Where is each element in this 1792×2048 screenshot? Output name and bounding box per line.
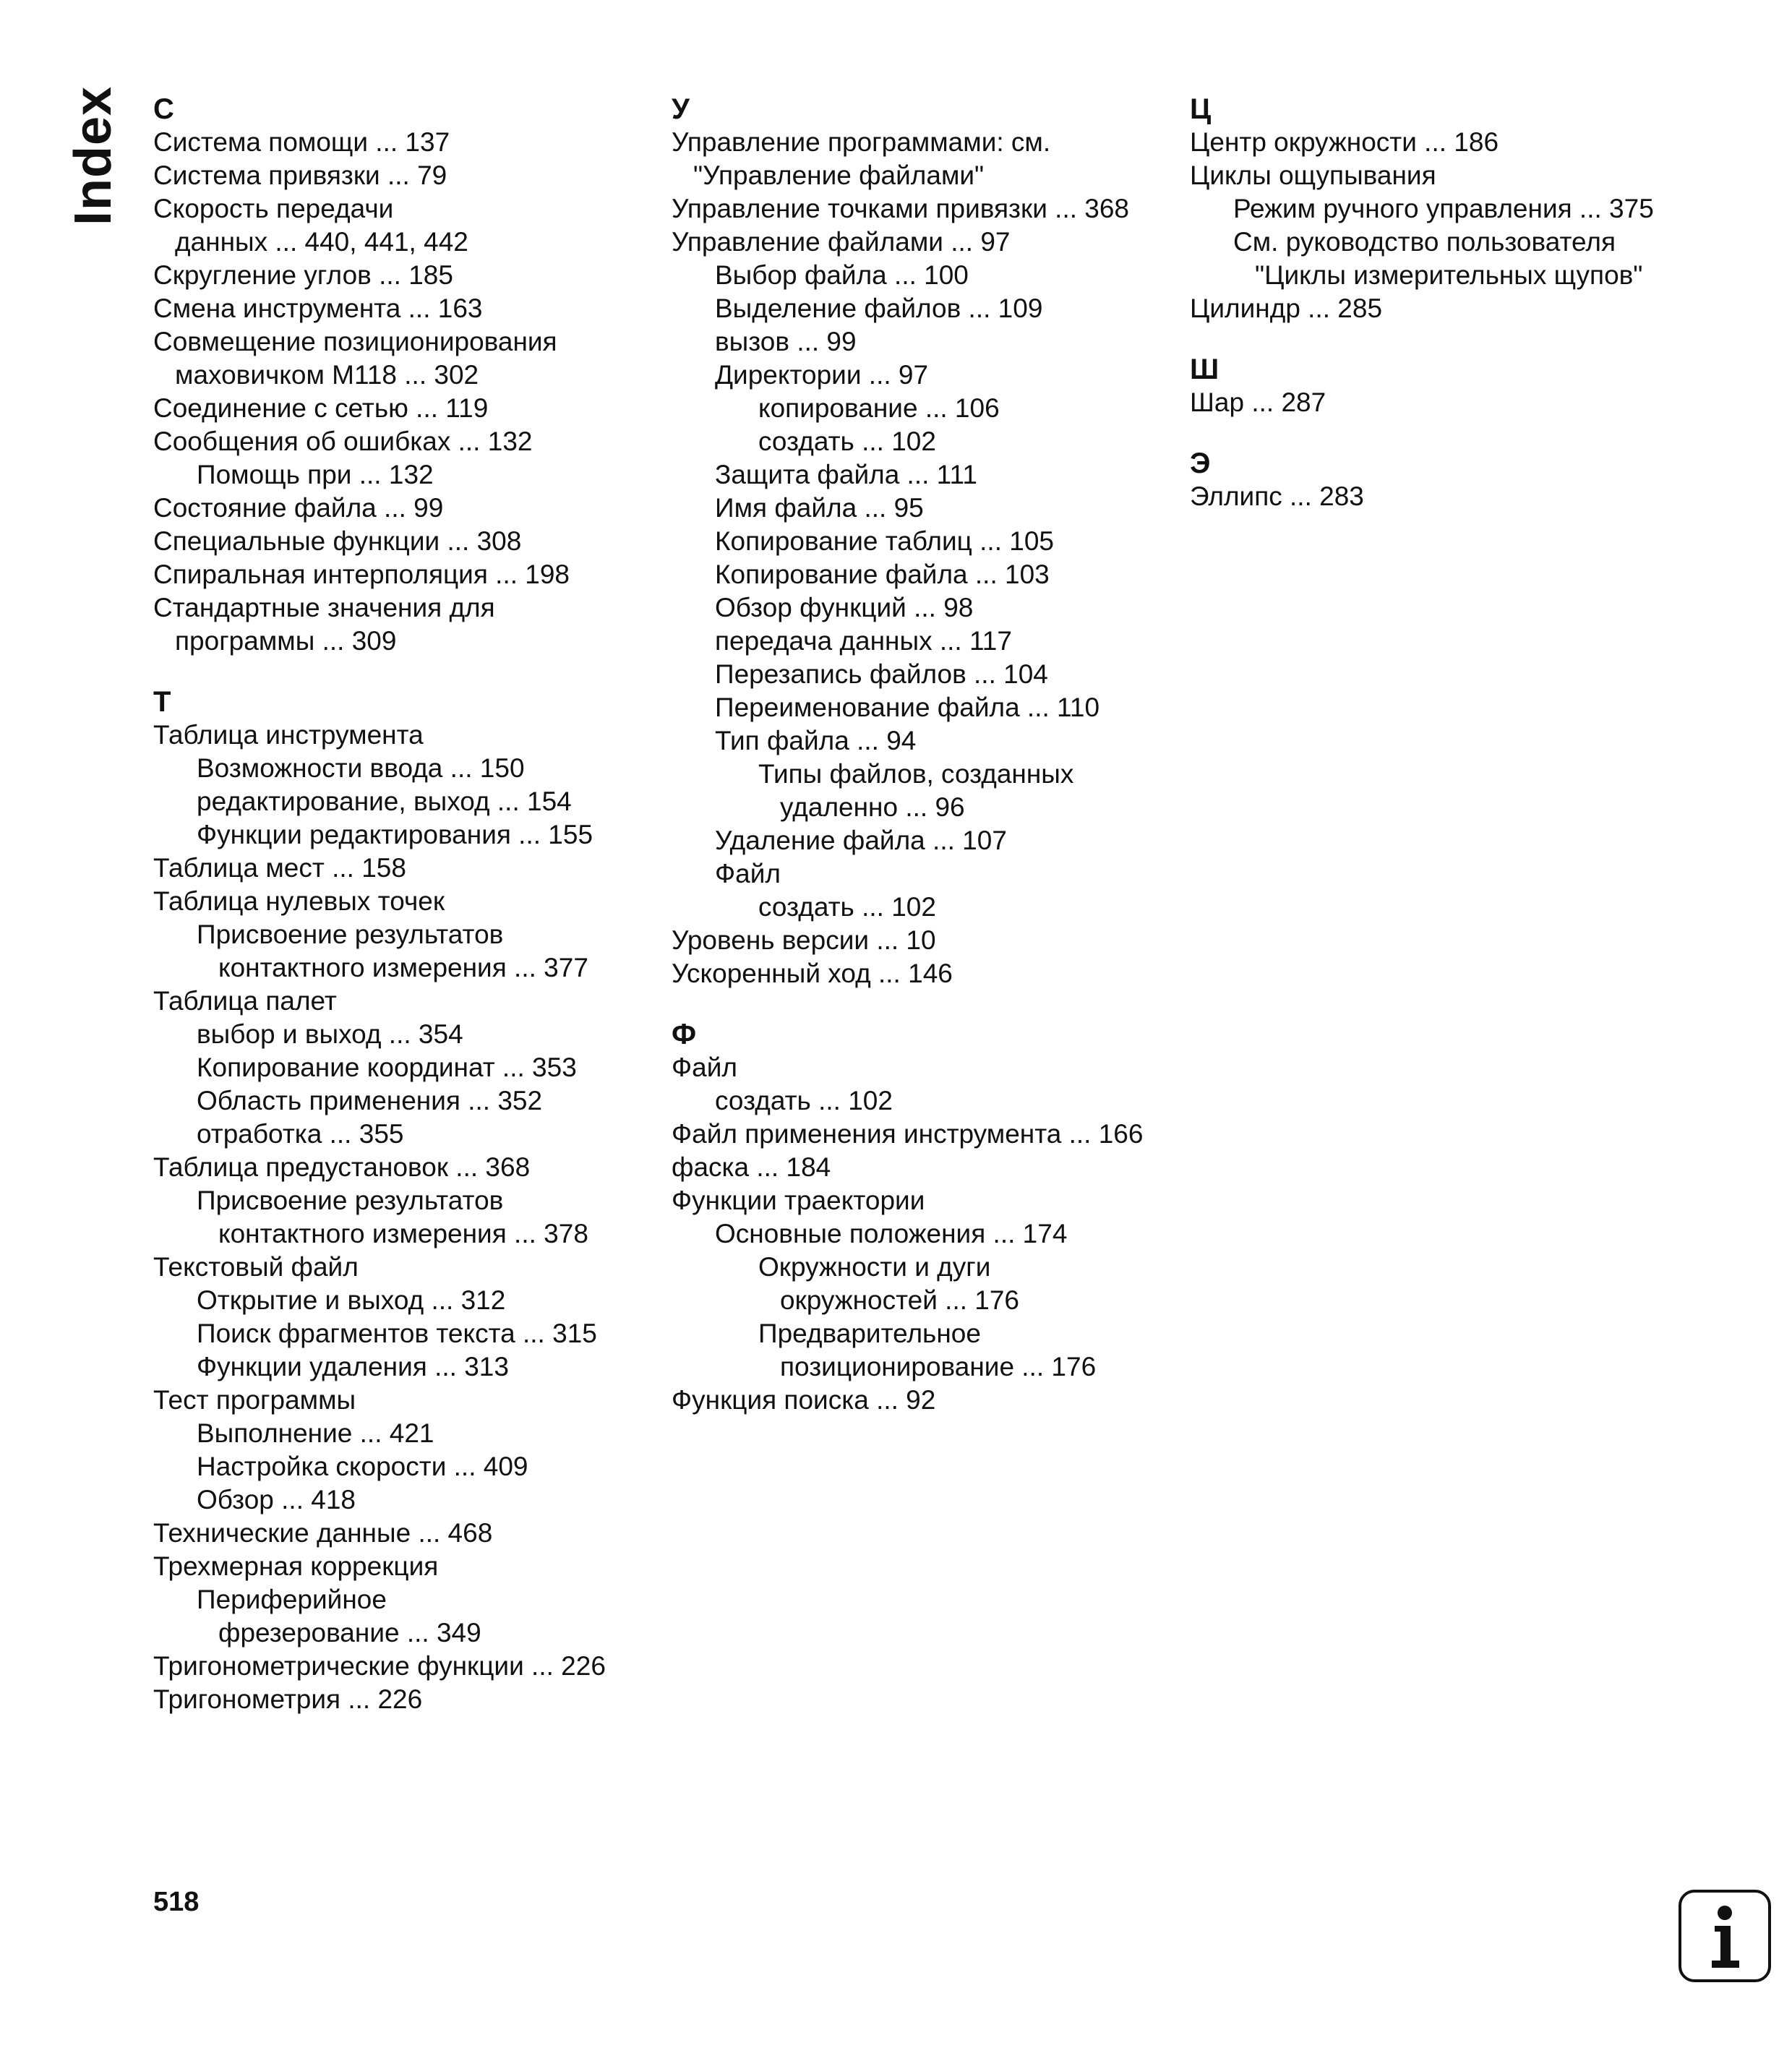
- index-entry: Выбор файла ... 100: [715, 260, 969, 290]
- index-entry: Типы файлов, созданных: [758, 759, 1074, 789]
- index-entry: Трехмерная коррекция: [153, 1551, 439, 1581]
- index-entry: Выполнение ... 421: [197, 1418, 434, 1448]
- index-entry: Функции траектории: [672, 1186, 925, 1215]
- index-column-1: [153, 93, 659, 1744]
- index-entry: Защита файла ... 111: [715, 460, 977, 489]
- index-entry: вызов ... 99: [715, 327, 857, 356]
- index-entry: Файл применения инструмента ... 166: [672, 1119, 1144, 1149]
- index-entry: Файл: [672, 1053, 737, 1082]
- index-entry: контактного измерения ... 377: [218, 953, 588, 982]
- index-entry: Шар ... 287: [1190, 387, 1326, 417]
- index-entry: Спиральная интерполяция ... 198: [153, 560, 570, 589]
- index-entry: Смена инструмента ... 163: [153, 294, 483, 323]
- index-entry: Ускоренный ход ... 146: [672, 959, 953, 988]
- index-entry: Цилиндр ... 285: [1190, 294, 1383, 323]
- index-entry: отработка ... 355: [197, 1119, 404, 1149]
- index-entry: Обзор ... 418: [197, 1485, 356, 1514]
- index-entry: создать ... 102: [715, 1086, 893, 1115]
- index-entry: создать ... 102: [758, 892, 936, 922]
- index-entry: фрезерование ... 349: [218, 1618, 481, 1648]
- info-glyph-icon: [1681, 1893, 1768, 1979]
- index-entry: Копирование файла ... 103: [715, 560, 1050, 589]
- index-entry: Функции редактирования ... 155: [197, 820, 593, 849]
- section-letter: Ц: [1190, 93, 1212, 125]
- index-entry: "Циклы измерительных щупов": [1255, 260, 1643, 290]
- index-section: [1190, 93, 1768, 325]
- index-entry: Совмещение позиционирования: [153, 327, 557, 356]
- section-letter: Ш: [1190, 354, 1219, 385]
- index-entry: Присвоение результатов: [197, 1186, 504, 1215]
- index-entry: создать ... 102: [758, 427, 936, 456]
- section-letter: Э: [1190, 447, 1211, 479]
- index-entry: удаленно ... 96: [780, 792, 965, 822]
- index-entry: Функция поиска ... 92: [672, 1385, 936, 1415]
- index-entry: маховичком M118 ... 302: [175, 360, 479, 390]
- index-entry: Управление точками привязки ... 368: [672, 194, 1130, 223]
- index-entry: Скругление углов ... 185: [153, 260, 453, 290]
- index-entry: Таблица нулевых точек: [153, 886, 445, 916]
- index-entry: Таблица мест ... 158: [153, 853, 406, 883]
- index-entry: позиционирование ... 176: [780, 1352, 1097, 1381]
- index-entry: Соединение с сетью ... 119: [153, 393, 489, 423]
- index-entry: Система привязки ... 79: [153, 160, 447, 190]
- section-letter: С: [153, 93, 174, 125]
- index-entry: копирование ... 106: [758, 393, 1000, 423]
- index-entry: Копирование таблиц ... 105: [715, 526, 1054, 556]
- index-section: [672, 93, 1178, 990]
- index-entry: Предварительное: [758, 1319, 981, 1348]
- index-entry: окружностей ... 176: [780, 1285, 1020, 1315]
- index-entry: Стандартные значения для: [153, 593, 495, 622]
- index-entry: программы ... 309: [175, 626, 397, 656]
- index-entry: Тип файла ... 94: [715, 726, 917, 755]
- index-entry: Специальные функции ... 308: [153, 526, 522, 556]
- index-entry: Тест программы: [153, 1385, 356, 1415]
- index-entry: Скорость передачи: [153, 194, 394, 223]
- index-entry: Тригонометрия ... 226: [153, 1684, 423, 1714]
- index-side-title: Index: [64, 85, 122, 226]
- index-section: [153, 685, 659, 1716]
- section-letter: У: [672, 93, 690, 125]
- index-entry: фаска ... 184: [672, 1152, 831, 1182]
- section-letter: Ф: [672, 1019, 697, 1050]
- index-entry: Текстовый файл: [153, 1252, 359, 1282]
- index-entry: Циклы ощупывания: [1190, 160, 1436, 190]
- index-entry: Обзор функций ... 98: [715, 593, 974, 622]
- index-entry: Удаление файла ... 107: [715, 826, 1007, 855]
- index-section: [1190, 447, 1768, 513]
- index-entry: Центр окружности ... 186: [1190, 127, 1499, 157]
- page-number: 518: [153, 1887, 200, 1917]
- index-section: [672, 1018, 1178, 1417]
- index-entry: редактирование, выход ... 154: [197, 787, 572, 816]
- index-entry: См. руководство пользователя: [1233, 227, 1616, 257]
- index-entry: Таблица палет: [153, 986, 337, 1016]
- index-entry: Уровень версии ... 10: [672, 925, 936, 955]
- index-entry: Эллипс ... 283: [1190, 481, 1364, 511]
- index-entry: Копирование координат ... 353: [197, 1053, 577, 1082]
- index-entry: Присвоение результатов: [197, 920, 504, 949]
- index-entry: "Управление файлами": [693, 160, 985, 190]
- index-entry: Поиск фрагментов текста ... 315: [197, 1319, 597, 1348]
- index-entry: Управление файлами ... 97: [672, 227, 1011, 257]
- index-section: [153, 93, 659, 658]
- index-entry: Возможности ввода ... 150: [197, 753, 525, 783]
- index-entry: передача данных ... 117: [715, 626, 1012, 656]
- index-entry: Директории ... 97: [715, 360, 929, 390]
- index-entry: контактного измерения ... 378: [218, 1219, 588, 1248]
- index-entry: Функции удаления ... 313: [197, 1352, 509, 1381]
- index-entry: Настройка скорости ... 409: [197, 1452, 528, 1481]
- index-entry: Режим ручного управления ... 375: [1233, 194, 1654, 223]
- index-entry: Область применения ... 352: [197, 1086, 543, 1115]
- index-entry: Открытие и выход ... 312: [197, 1285, 506, 1315]
- index-entry: Таблица предустановок ... 368: [153, 1152, 531, 1182]
- index-section: [1190, 353, 1768, 419]
- index-entry: Состояние файла ... 99: [153, 493, 444, 523]
- info-icon: [1679, 1890, 1771, 1982]
- index-entry: Файл: [715, 859, 781, 888]
- index-entry: Выделение файлов ... 109: [715, 294, 1043, 323]
- index-entry: данных ... 440, 441, 442: [175, 227, 468, 257]
- section-letter: Т: [153, 686, 171, 718]
- index-entry: Тригонометрические функции ... 226: [153, 1651, 606, 1681]
- index-entry: выбор и выход ... 354: [197, 1019, 463, 1049]
- index-entry: Помощь при ... 132: [197, 460, 434, 489]
- index-entry: Технические данные ... 468: [153, 1518, 493, 1548]
- index-entry: Управление программами: см.: [672, 127, 1051, 157]
- index-entry: Окружности и дуги: [758, 1252, 991, 1282]
- index-entry: Переименование файла ... 110: [715, 693, 1100, 722]
- index-entry: Система помощи ... 137: [153, 127, 450, 157]
- index-entry: Таблица инструмента: [153, 720, 424, 750]
- index-entry: Имя файла ... 95: [715, 493, 924, 523]
- index-entry: Периферийное: [197, 1585, 387, 1614]
- index-entry: Основные положения ... 174: [715, 1219, 1068, 1248]
- index-column-3: [1190, 93, 1768, 541]
- index-column-2: [672, 93, 1178, 1444]
- index-entry: Сообщения об ошибках ... 132: [153, 427, 533, 456]
- index-entry: Перезапись файлов ... 104: [715, 659, 1048, 689]
